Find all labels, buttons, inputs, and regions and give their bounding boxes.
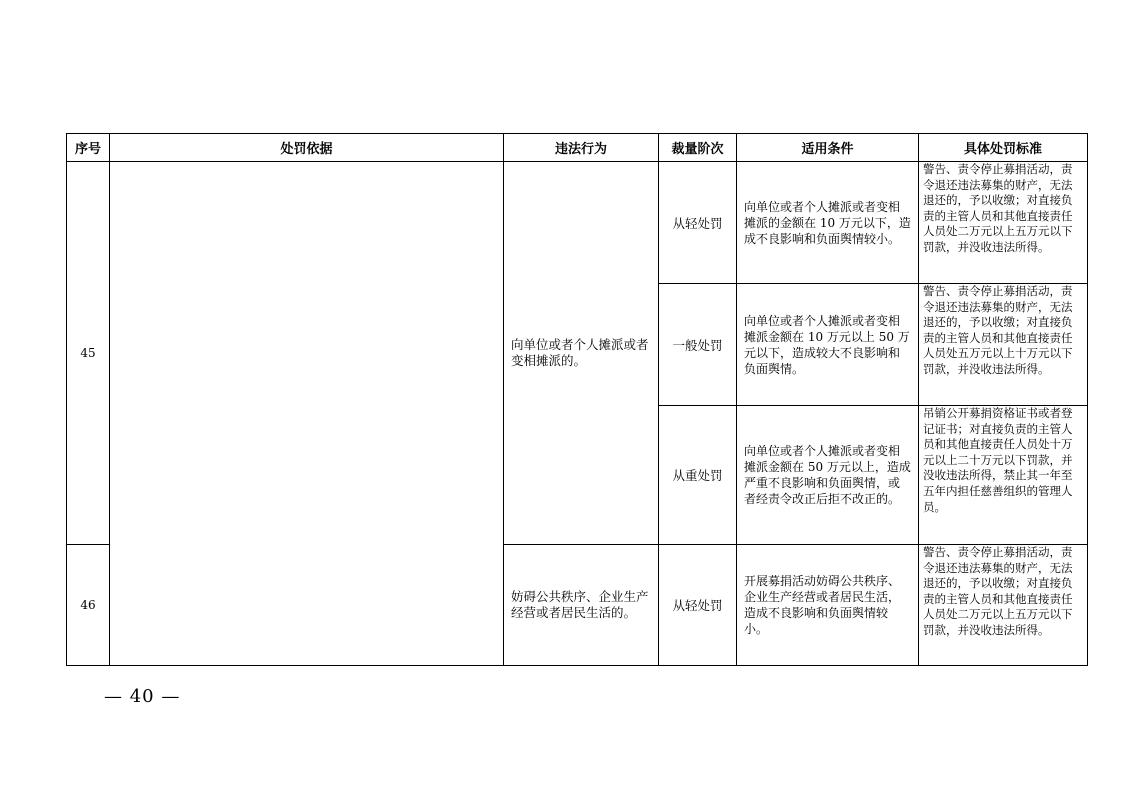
item-number: 45 (67, 162, 110, 545)
table-header-row (67, 134, 1088, 162)
penalty-standard: 警告、责令停止募捐活动，责令退还违法募集的财产，无法退还的，予以收缴；对直接负责的主管人员和其他直接责任人员处五万元以上十万元以下罚款，并没收违法所得。 (919, 284, 1088, 406)
penalty-standard: 警告、责令停止募捐活动，责令退还违法募集的财产，无法退还的，予以收缴；对直接负责的主管人员和其他直接责任人员处二万元以上五万元以下罚款，并没收违法所得。 (919, 162, 1088, 284)
header-condition: 适用条件 (737, 134, 919, 162)
header-basis: 处罚依据 (110, 134, 504, 162)
penalty-table (66, 133, 1088, 666)
applicable-condition: 开展募捐活动妨碍公共秩序、企业生产经营或者居民生活，造成不良影响和负面舆情较小。 (737, 545, 919, 666)
applicable-condition: 向单位或者个人摊派或者变相摊派的金额在 10 万元以下，造成不良影响和负面舆情较小。 (737, 162, 919, 284)
penalty-level: 从轻处罚 (659, 162, 737, 284)
violation-behavior: 向单位或者个人摊派或者变相摊派的。 (504, 162, 659, 545)
header-behavior: 违法行为 (504, 134, 659, 162)
table-row (67, 162, 1088, 284)
penalty-level: 从重处罚 (659, 406, 737, 545)
penalty-standard: 吊销公开募捐资格证书或者登记证书；对直接负责的主管人员和其他直接责任人员处十万元以上二十万元以下罚款，并没收违法所得，禁止其一年至五年内担任慈善组织的管理人员。 (919, 406, 1088, 545)
violation-behavior: 妨碍公共秩序、企业生产经营或者居民生活的。 (504, 545, 659, 666)
header-level: 裁量阶次 (659, 134, 737, 162)
applicable-condition: 向单位或者个人摊派或者变相摊派金额在 50 万元以上，造成严重不良影响和负面舆情，或者经责令改正后拒不改正的。 (737, 406, 919, 545)
applicable-condition: 向单位或者个人摊派或者变相摊派金额在 10 万元以上 50 万元以下，造成较大不良影响和负面舆情。 (737, 284, 919, 406)
penalty-basis-cell (110, 162, 504, 666)
page-number: — 40 — (104, 686, 181, 707)
penalty-level: 从轻处罚 (659, 545, 737, 666)
item-number: 46 (67, 545, 110, 666)
penalty-level: 一般处罚 (659, 284, 737, 406)
header-no: 序号 (67, 134, 110, 162)
header-standard: 具体处罚标准 (919, 134, 1088, 162)
penalty-standard: 警告、责令停止募捐活动，责令退还违法募集的财产，无法退还的，予以收缴；对直接负责的主管人员和其他直接责任人员处二万元以上五万元以下罚款，并没收违法所得。 (919, 545, 1088, 666)
